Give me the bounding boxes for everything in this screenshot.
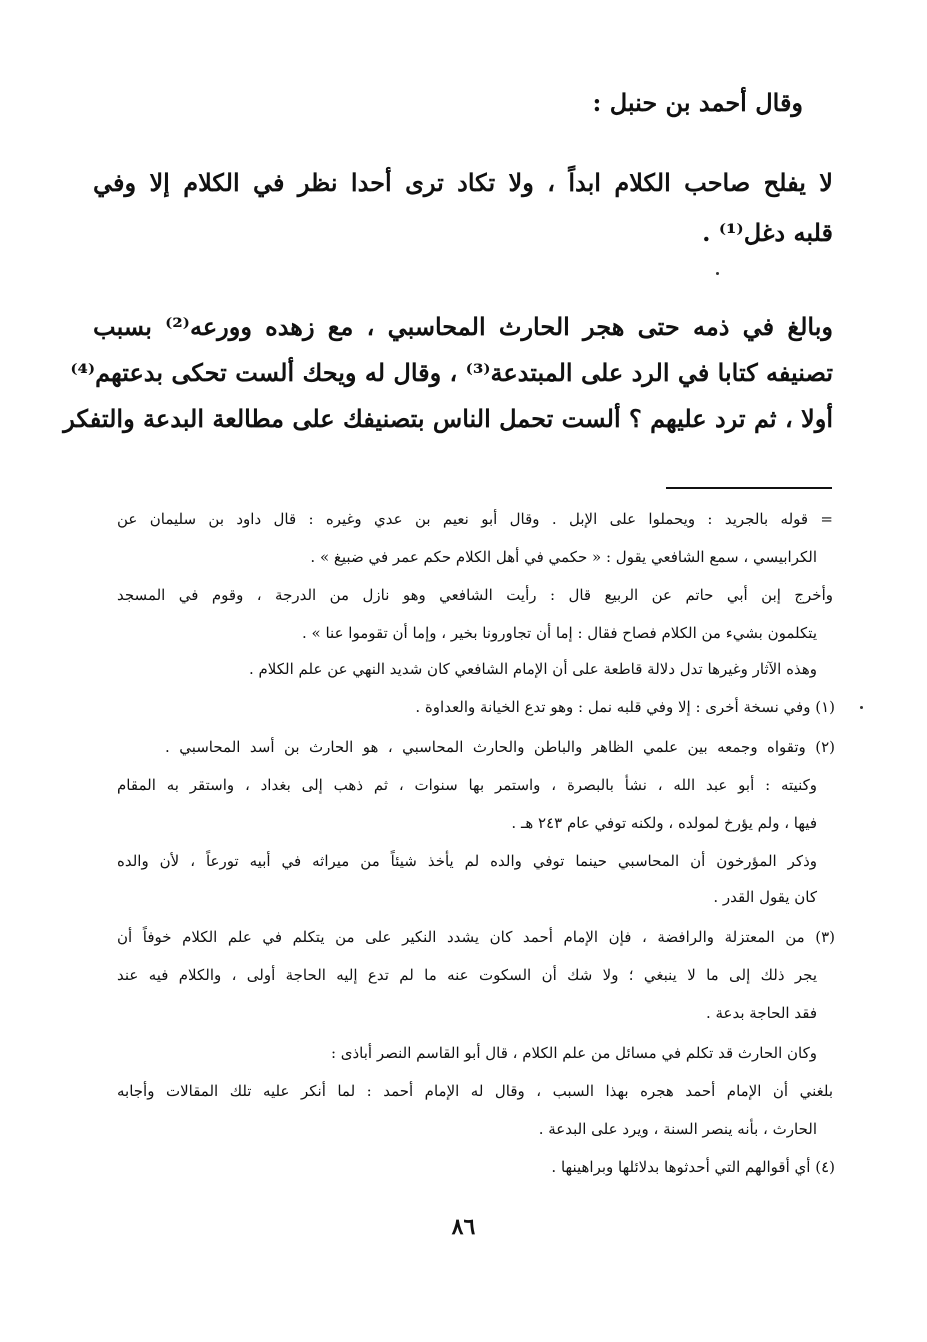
footnote-3-line-1: (٣) من المعتزلة والرافضة ، فإن الإمام أحمد كان يشدد النكير على من يتكلم في علم الكلام خوفاً أن bbox=[117, 928, 835, 946]
footnote-2-line-5: كان يقول القدر . bbox=[713, 888, 817, 906]
speck-mark bbox=[716, 272, 719, 275]
quote-line-2: قلبه دغل⁽¹⁾ . bbox=[702, 218, 833, 247]
footnote-3-line-2: يجر ذلك إلى ما لا ينبغي ؛ ولا شك أن السكوت عنه ما لم تدع إليه الحاجة أولى ، والكلام فيه عند bbox=[117, 966, 817, 984]
paragraph-line-3: أولا ، ثم ترد عليهم ؟ ألست تحمل الناس بتصنيفك على مطالعة البدعة والتفكر bbox=[63, 404, 833, 433]
footnote-1: (١) وفي نسخة أخرى : إلا وفي قلبه نمل : وهو تدع الخيانة والعداوة . bbox=[415, 698, 835, 716]
footnote-continuation-line-4: يتكلمون بشيء من الكلام فصاح فقال : إما أن تجاورونا بخير ، وإما أن تقوموا عنا » . bbox=[302, 624, 817, 642]
paragraph-line-2: تصنيفه كتابا في الرد على المبتدعة⁽³⁾ ، وقال له ويحك ألست تحكى بدعتهم⁽⁴⁾ bbox=[70, 358, 833, 387]
page-number: ٨٦ bbox=[451, 1214, 476, 1240]
footnote-3-line-4: وكان الحارث قد تكلم في مسائل من علم الكلام ، قال أبو القاسم النصر أباذى : bbox=[330, 1044, 817, 1062]
footnote-separator bbox=[666, 487, 832, 489]
footnote-3-line-3: فقد الحاجة بدعة . bbox=[705, 1004, 817, 1022]
footnote-3-line-5: بلغني أن الإمام أحمد هجره بهذا السبب ، وقال له الإمام أحمد : لما أنكر عليه تلك المقالات وأجابه bbox=[117, 1082, 833, 1100]
footnote-2-line-3: فيها ، ولم يؤرخ لمولده ، ولكنه توفي عام ٢٤٣ هـ . bbox=[511, 814, 817, 832]
quote-line-1: لا يفلح صاحب الكلام ابداً ، ولا تكاد ترى أحدا نظر في الكلام إلا وفي bbox=[93, 168, 833, 197]
footnote-continuation-line-3: وأخرج إبن أبي حاتم عن الربيع قال : رأيت الشافعي وهو نازل من الدرجة ، وقوم في المسجد bbox=[117, 586, 833, 604]
footnote-2-line-1: (٢) وتقواه وجمعه بين علمي الظاهر والباطن والحارث المحاسبي ، هو الحارث بن أسد المحاسبي . bbox=[165, 738, 835, 756]
footnote-3-line-6: الحارث ، بأنه ينصر السنة ، ويرد على البدعة . bbox=[538, 1120, 817, 1138]
intro-line: وقال أحمد بن حنبل : bbox=[592, 88, 803, 117]
footnote-2-line-2: وكنيته : أبو عبد الله ، نشأ بالبصرة ، واستمر بها سنوات ، ثم ذهب إلى بغداد ، واستقر به المقام bbox=[117, 776, 817, 794]
footnote-4: (٤) أي أقوالهم التي أحدثوها بدلائلها وبراهينها . bbox=[551, 1158, 835, 1176]
footnote-continuation-line-2: الكرابيسي ، سمع الشافعي يقول : « حكمي في أهل الكلام حكم عمر في ضبيغ » . bbox=[310, 548, 817, 566]
footnote-continuation-line-1: = قوله بالجريد : ويحملوا على الإبل . وقال أبو نعيم بن عدي وغيره : قال داود بن سليمان عن bbox=[117, 510, 833, 528]
footnote-continuation-line-5: وهذه الآثار وغيرها تدل دلالة قاطعة على أن الإمام الشافعي كان شديد النهي عن علم الكلام . bbox=[248, 660, 817, 678]
footnote-2-line-4: وذكر المؤرخون أن المحاسبي حينما توفي والده لم يأخذ شيئاً من ميراثه في أبيه تورعاً ، لأن والده bbox=[117, 852, 817, 870]
paragraph-line-1: وبالغ في ذمه حتى هجر الحارث المحاسبي ، مع زهده وورعه⁽²⁾ بسبب bbox=[93, 312, 833, 341]
speck-mark bbox=[860, 706, 863, 709]
